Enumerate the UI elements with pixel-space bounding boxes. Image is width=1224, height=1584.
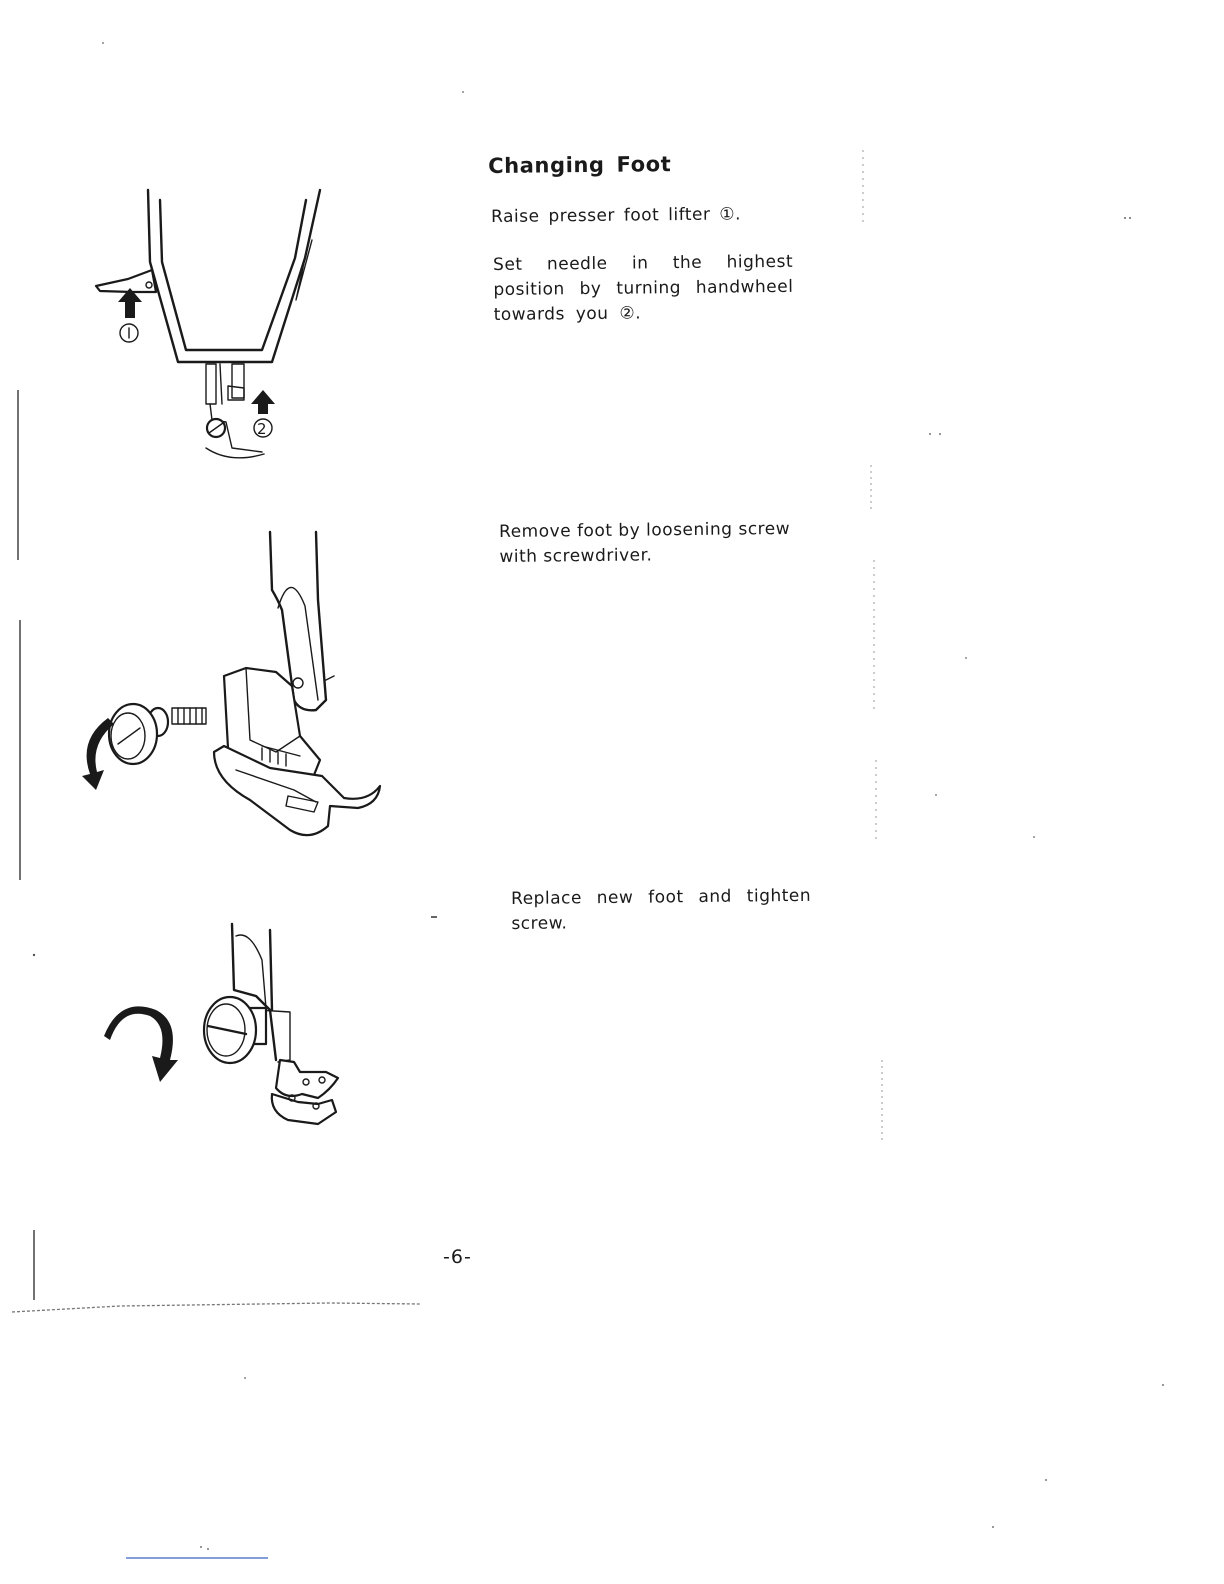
- callout-1: [120, 324, 138, 342]
- thumb-screw-drawing: [204, 997, 266, 1063]
- callout-2: [254, 419, 272, 438]
- sewing-machine-head-drawing: [96, 190, 320, 458]
- step-set-needle-text: Set needle in the highest position by turning handwheel towards you ②.: [493, 251, 794, 325]
- presser-bar-drawing: [232, 924, 338, 1124]
- up-arrow-icon: [251, 390, 275, 414]
- presser-bar-drawing: [230, 532, 334, 710]
- presser-foot-drawing: [214, 668, 380, 835]
- svg-text:2: 2: [257, 420, 267, 438]
- thumb-screw-drawing: [109, 704, 206, 764]
- up-arrow-icon: [118, 288, 142, 318]
- clockwise-arrow-icon: [104, 1006, 178, 1082]
- step-replace-foot-text: Replace new foot and tighten screw.: [511, 885, 812, 934]
- step-raise-foot-text: Raise presser foot lifter ①.: [491, 204, 742, 227]
- page-number: -6-: [443, 1246, 472, 1268]
- step-remove-foot-text: Remove foot by loosening screw with screwdriver.: [499, 518, 791, 567]
- counterclockwise-arrow-icon: [82, 718, 114, 790]
- section-heading: Changing Foot: [488, 152, 672, 178]
